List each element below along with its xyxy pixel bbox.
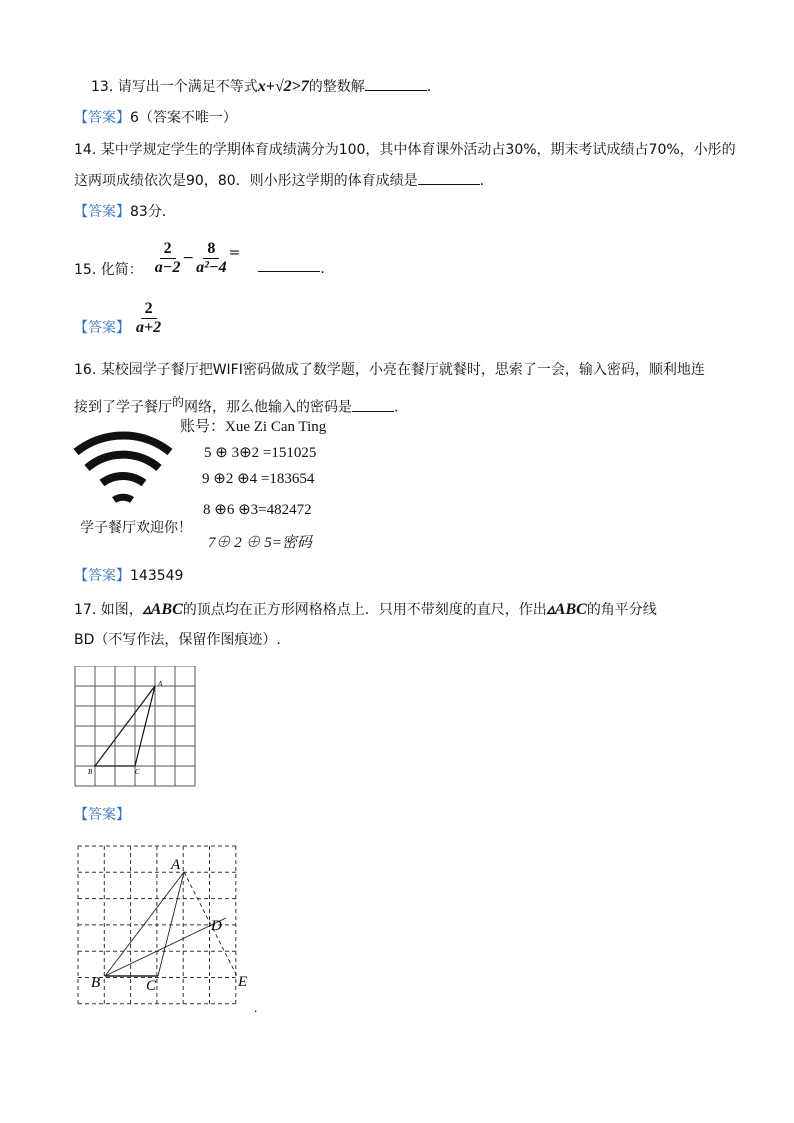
- answer-tag: 【答案】: [74, 568, 130, 584]
- label-a: A: [158, 680, 163, 688]
- q16-end: .: [394, 399, 399, 416]
- wifi-welcome-text: 学子餐厅欢迎你！: [80, 520, 192, 536]
- triangle-abc: ▵ABC: [142, 601, 183, 618]
- q13-inequality: x+√2>7: [257, 78, 309, 95]
- fraction: [194, 240, 229, 277]
- numerator: 2: [160, 240, 176, 259]
- label-b: B: [88, 768, 93, 776]
- minus-sign: −: [182, 250, 195, 266]
- denominator: a²−4: [196, 258, 227, 276]
- q14-line1: 14. 某中学规定学生的学期体育成绩满分为100，其中体育课外活动占30%，期末考试成绩占70%，小彤的: [74, 142, 736, 158]
- q14-end: .: [479, 173, 485, 189]
- question-grid-figure: [74, 666, 196, 790]
- q16-line1: 16. 某校园学子餐厅把WIFI密码做成了数学题，小亮在餐厅就餐时，思索了一会，输入密码，顺利地连: [74, 362, 705, 378]
- question-13: [91, 78, 431, 96]
- q15-answer: [74, 300, 163, 337]
- label-b: B: [91, 975, 101, 991]
- q13-text: 请写出一个满足不等式: [117, 79, 258, 95]
- answer-blank: [258, 259, 320, 272]
- wifi-equation: 9 ⊕2 ⊕4 =183654: [202, 471, 315, 487]
- answer-text: 143549: [130, 568, 184, 584]
- wifi-account: 账号：Xue Zi Can Ting: [180, 419, 327, 435]
- q13-text-b: 的整数解: [308, 79, 365, 95]
- answer-tag: 【答案】: [74, 807, 130, 823]
- q15-label: 15. 化简：: [74, 262, 143, 278]
- q17-line1: [74, 601, 657, 619]
- q14-answer: [74, 203, 176, 221]
- wifi-equation: 8 ⊕6 ⊕3=482472: [203, 502, 312, 518]
- q14-line2: [74, 172, 484, 190]
- q17-line2: BD（不写作法，保留作图痕迹）.: [74, 632, 281, 648]
- answer-blank: [365, 78, 427, 91]
- denominator: a+2: [136, 319, 162, 336]
- q16-line2: [74, 393, 398, 417]
- answer-blank: [418, 172, 480, 185]
- period: .: [254, 1000, 258, 1015]
- q16-text-b: 网络，那么他输入的密码是: [184, 399, 353, 416]
- q15-end: .: [320, 261, 325, 277]
- answer-grid-figure: [74, 840, 274, 1020]
- label-c: C: [135, 768, 140, 776]
- wifi-equation-password: 7⊕ 2 ⊕ 5=密码: [208, 535, 312, 551]
- q13-number: 13.: [91, 79, 114, 95]
- answer-fraction: [134, 300, 163, 337]
- denominator: a−2: [154, 258, 181, 276]
- numerator: 2: [141, 300, 157, 319]
- answer-blank: [352, 399, 394, 412]
- label-c: C: [146, 978, 157, 994]
- q17-answer: [74, 806, 130, 824]
- answer-text: 83分．: [130, 204, 176, 220]
- answer-text: 6（答案不唯一）: [130, 110, 237, 126]
- q16-text: 接到了学子餐厅: [74, 399, 172, 416]
- q16-answer: [74, 567, 183, 585]
- q16-sup: 的: [172, 395, 185, 409]
- answer-tag: 【答案】: [74, 110, 130, 126]
- answer-tag: 【答案】: [74, 204, 130, 220]
- label-d: D: [211, 918, 222, 934]
- question-15: [74, 237, 325, 279]
- fraction: [153, 240, 183, 277]
- numerator: 8: [203, 240, 219, 259]
- q17-text-b: 的顶点均在正方形网格格点上．只用不带刻度的直尺，作出: [182, 602, 547, 618]
- q13-answer: [74, 109, 237, 127]
- q13-end: .: [426, 79, 432, 95]
- wifi-equation: 5 ⊕ 3⊕2 =151025: [204, 445, 317, 461]
- triangle-abc: ▵ABC: [546, 601, 587, 618]
- label-a: A: [171, 857, 181, 873]
- q17-text-c: 的角平分线: [586, 602, 657, 618]
- q14-text: 这两项成绩依次是90，80．则小彤这学期的体育成绩是: [74, 173, 418, 189]
- equals-sign: =: [228, 245, 241, 261]
- answer-tag: 【答案】: [74, 320, 130, 336]
- label-e: E: [238, 974, 248, 990]
- q17-text: 17. 如图，: [74, 602, 143, 618]
